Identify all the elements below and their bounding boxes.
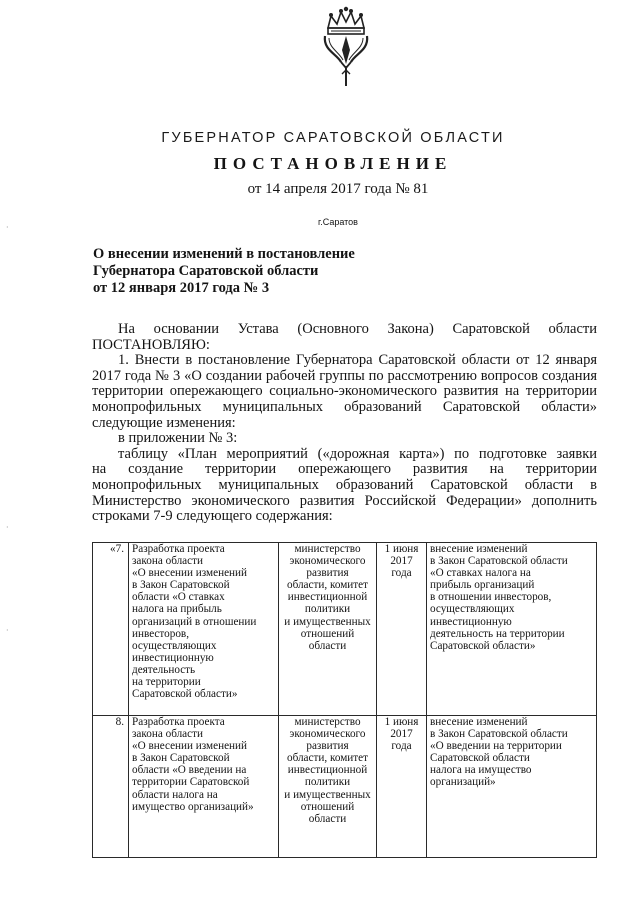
cell-line: области, комитет bbox=[286, 579, 369, 592]
cell-line: налога на имущество bbox=[430, 764, 532, 777]
cell-line: области «О введении на bbox=[132, 764, 247, 777]
cell-line: экономического bbox=[289, 555, 366, 568]
cell-line: области bbox=[308, 639, 347, 652]
cell-line: области, комитет bbox=[286, 752, 369, 765]
cell-line: инвестиционной bbox=[287, 764, 368, 777]
cell-line: в отношении инвесторов, bbox=[430, 591, 552, 604]
cell-line: «О внесении изменений bbox=[132, 567, 248, 580]
subject-line: О внесении изменений в постановление bbox=[93, 246, 355, 262]
document-type: ПОСТАНОВЛЕНИЕ bbox=[213, 154, 453, 173]
cell-line: закона области bbox=[132, 728, 203, 741]
activity-cell bbox=[129, 543, 279, 716]
cell-line: Саратовской области bbox=[430, 752, 530, 765]
row-number-cell: «7. bbox=[93, 543, 129, 716]
cell-line: деятельность bbox=[132, 663, 196, 676]
subject-line: Губернатора Саратовской области bbox=[93, 263, 319, 279]
cell-line: организаций в отношении bbox=[132, 615, 257, 628]
cell-line: в Закон Саратовской области bbox=[430, 728, 568, 741]
item-1-first-line: 1. Внести в постановление Губернатора Саратовской области от 12 января bbox=[118, 352, 597, 369]
issuing-authority: ГУБЕРНАТОР САРАТОВСКОЙ ОБЛАСТИ bbox=[161, 130, 505, 146]
cell-line: 1 июня bbox=[384, 716, 419, 728]
annex-line: в приложении № 3: bbox=[118, 430, 238, 447]
cell-line: «О внесении изменений bbox=[132, 740, 248, 753]
coat-of-arms-emblem bbox=[319, 6, 373, 88]
cell-line: отношений bbox=[300, 627, 355, 640]
cell-line: инвесторов, bbox=[132, 627, 190, 640]
cell-line: политики bbox=[304, 776, 351, 789]
resolve-word: ПОСТАНОВЛЯЮ: bbox=[92, 336, 210, 353]
cell-line: и имущественных bbox=[284, 615, 371, 628]
cell-line: области bbox=[308, 812, 347, 825]
cell-line: Саратовской области» bbox=[132, 688, 238, 701]
cell-line: развития bbox=[306, 740, 349, 753]
cell-line: Разработка проекта bbox=[132, 716, 225, 728]
cell-line: 2017 bbox=[390, 555, 413, 568]
cell-line: в Закон Саратовской bbox=[132, 579, 230, 592]
scan-margin-mark: · bbox=[6, 626, 9, 635]
result-cell bbox=[427, 716, 597, 858]
roadmap-table bbox=[92, 542, 597, 858]
document-date-number: от 14 апреля 2017 года № 81 bbox=[247, 181, 429, 197]
cell-line: отношений bbox=[300, 800, 355, 813]
cell-line: области «О ставках bbox=[132, 591, 225, 604]
responsible-cell bbox=[279, 716, 377, 858]
responsible-cell bbox=[279, 543, 377, 716]
cell-line: территории Саратовской bbox=[132, 776, 250, 789]
cell-line: налога на прибыль bbox=[132, 603, 222, 616]
deadline-cell bbox=[377, 716, 427, 858]
table-row bbox=[93, 543, 597, 716]
scan-margin-mark: · bbox=[6, 523, 9, 532]
cell-line: внесение изменений bbox=[430, 543, 528, 555]
table-intro-first-line: таблицу «План мероприятий («дорожная карта») по подготовке заявки bbox=[118, 445, 597, 462]
cell-line: экономического bbox=[289, 728, 366, 741]
cell-line: инвестиционной bbox=[287, 591, 368, 604]
cell-line: в Закон Саратовской области bbox=[430, 555, 568, 568]
cell-line: на территории bbox=[132, 676, 201, 689]
cell-line: области налога на bbox=[132, 788, 218, 801]
activity-cell bbox=[129, 716, 279, 858]
preamble-paragraph: На основании Устава (Основного Закона) Саратовской области bbox=[118, 321, 597, 337]
cell-line: и имущественных bbox=[284, 788, 371, 801]
cell-line: внесение изменений bbox=[430, 716, 528, 728]
cell-line: осуществляющих bbox=[430, 603, 515, 616]
cell-line: Разработка проекта bbox=[132, 543, 225, 555]
cell-line: прибыль организаций bbox=[430, 579, 535, 592]
cell-line: политики bbox=[304, 603, 351, 616]
item-1-paragraph: 2017 года № 3 «О создании рабочей группы по рассмотрению вопросов создания территории опережающего социально-экономического развития на территории монопрофильных муниципальных образований Саратовской области» следующие изменения: bbox=[92, 367, 597, 431]
document-body bbox=[92, 322, 597, 525]
cell-line: Саратовской области» bbox=[430, 639, 536, 652]
cell-line: организаций» bbox=[430, 776, 496, 789]
deadline-cell bbox=[377, 543, 427, 716]
cell-line: министерство bbox=[294, 716, 361, 728]
document-subject bbox=[93, 246, 413, 297]
subject-line: от 12 января 2017 года № 3 bbox=[93, 280, 270, 296]
cell-line: 2017 bbox=[390, 728, 413, 741]
table-row bbox=[93, 716, 597, 858]
cell-line: инвестиционную bbox=[430, 615, 512, 628]
table-intro-paragraph: на создание территории опережающего развития на территории монопрофильных муниципальных образований Саратовской области в Министерство экономического развития Российской Федерации» дополнить строками 7-9 следующего содержания: bbox=[92, 461, 597, 525]
cell-line: инвестиционную bbox=[132, 651, 214, 664]
cell-line: закона области bbox=[132, 555, 203, 568]
cell-line: года bbox=[391, 740, 412, 753]
cell-line: 1 июня bbox=[384, 543, 419, 555]
cell-line: деятельность на территории bbox=[430, 627, 565, 640]
cell-line: «О введении на территории bbox=[430, 740, 562, 753]
cell-line: имущество организаций» bbox=[132, 800, 254, 813]
cell-line: осуществляющих bbox=[132, 639, 217, 652]
cell-line: министерство bbox=[294, 543, 361, 555]
document-place: г.Саратов bbox=[318, 217, 358, 227]
cell-line: «О ставках налога на bbox=[430, 567, 531, 580]
scan-margin-mark: · bbox=[6, 223, 9, 232]
result-cell bbox=[427, 543, 597, 716]
row-number-cell: 8. bbox=[93, 716, 129, 858]
cell-line: в Закон Саратовской bbox=[132, 752, 230, 765]
cell-line: года bbox=[391, 567, 412, 580]
cell-line: развития bbox=[306, 567, 349, 580]
